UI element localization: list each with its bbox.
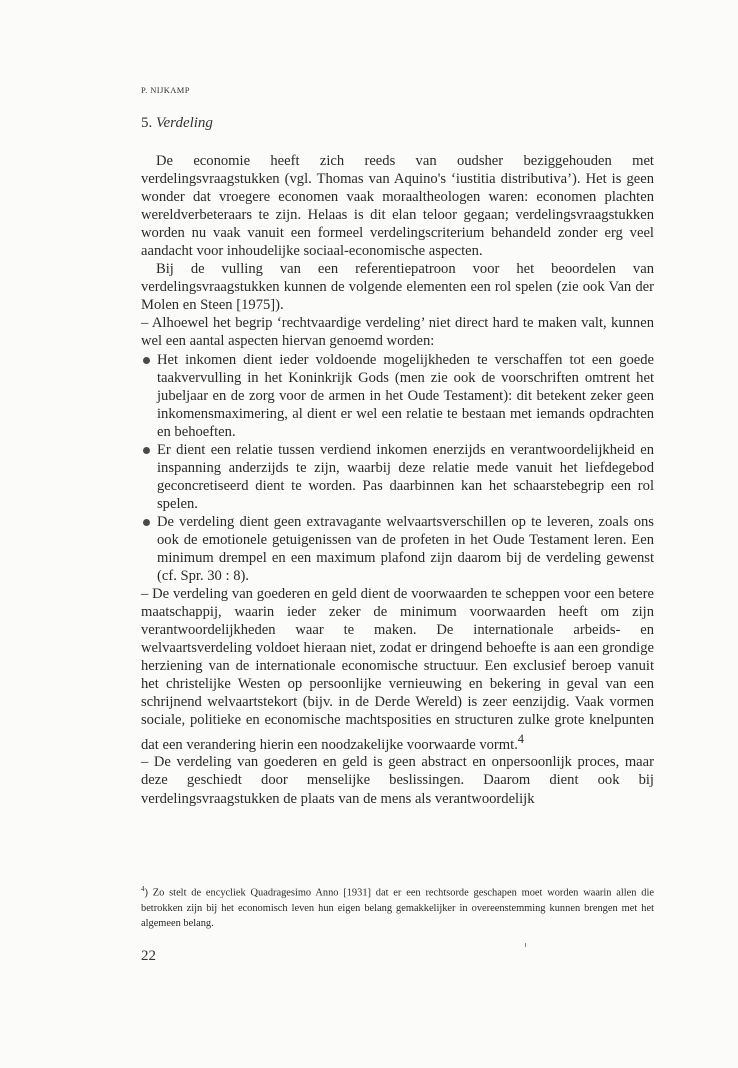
bullet-item [141,513,654,585]
bullet-text: Er dient een relatie tussen verdiend inkomen enerzijds en verantwoordelijkheid en inspanning anderzijds te zijn, waarbij deze relatie mede vanuit het liefdegebod geconcretiseerd dient te worden. Pas daarbinnen kan het schaarstebegrip een rol spelen. [157,441,654,512]
bullet-item [141,441,654,513]
body-text [141,152,654,808]
bullet-text: Het inkomen dient ieder voldoende mogelijkheden te verschaffen tot een goede taakvervulling in het Koninkrijk Gods (men zie ook de voorschriften omtrent het jubeljaar en de zorg voor de armen in het Oude Testament): dit betekent zeker geen inkomensmaximering, al dient er wel een relatie te bestaan met iemands opdrachten en behoeften. [157,351,654,440]
section-title-text: Verdeling [156,115,213,131]
paragraph: – De verdeling van goederen en geld is geen abstract en onpersoonlijk proces, maar deze geschiedt door menselijke beslissingen. Daarom dient ook bij verdelingsvraagstukken de plaats van de mens als verantwoordelijk [141,754,654,807]
bullet-icon [143,357,150,364]
footnote-marker: 4 [141,885,145,893]
paragraph: Bij de vulling van een referentiepatroon voor het beoordelen van verdelingsvraagstukken kunnen de volgende elementen een rol spelen (zie ook Van der Molen en Steen [1975]). [141,261,654,314]
paragraph: De economie heeft zich reeds van oudsher beziggehouden met verdelingsvraagstukken (vgl. Thomas van Aquino's ‘iustitia distributiva’). Het is geen wonder dat vroegere economen vaak moraaltheologen waren: economen plachten wereldverbeteraars te zijn. Helaas is dit elan teloor gegaan; verdelingsvraagstukken worden nu vaak vanuit een formeel verdelingscriterium behandeld zonder erg veel aandacht voor inhoudelijke sociaal-economische aspecten. [141,153,654,260]
bullet-icon [143,447,150,454]
scan-speck [525,943,526,947]
bullet-item [141,351,654,441]
bullet-icon [143,519,150,526]
section-number: 5. [141,115,153,131]
paragraph-text: – De verdeling van goederen en geld dient de voorwaarden te scheppen voor een betere maatschappij, waarin ieder zeker de minimum voorwaarden heeft om zijn verantwoordelijkheden waar te maken. De internationale arbeids- en welvaartsverdeling voldoet hieraan niet, zodat er dringend behoefte is aan een grondige herziening van de internationale economische structuur. Een exclusief beroep vanuit het christelijke Westen op persoonlijke vernieuwing en bekering in geval van een schrijnend welvaartstekort (bijv. in de Derde Wereld) is zeer eenzijdig. Vaak vormen sociale, politieke en economische machtsposities en structuren zulke grote knelpunten dat een verandering hierin een noodzakelijke voorwaarde vormt. [141,586,654,753]
section-title [141,115,213,132]
paragraph [141,585,654,753]
bullet-text: De verdeling dient geen extravagante welvaartsverschillen op te leveren, zoals ons ook de emotionele getuigenissen van de profeten in het Oude Testament leren. Een minimum drempel en een maximum plafond zijn daarom bij de verdeling gewenst (cf. Spr. 30 : 8). [157,513,654,585]
running-head: P. NIJKAMP [141,85,190,95]
page-number: 22 [141,948,156,964]
footnote: $^4$) Zo stelt de encycliek Quadragesimo Anno [1931] dat er een rechtsorde geschapen moet worden waarin allen die betrokken zijn bij het economisch leven hun eigen belang gemakkelijker in overeenstemming kunnen brengen met het algemeen belang. [141,885,654,930]
footnote-reference[interactable]: 4 [517,731,524,746]
footnote-text: Zo stelt de encycliek Quadragesimo Anno [1931] dat er een rechtsorde geschapen moet worden waarin allen die betrokken zijn bij het economisch leven hun eigen belang gemakkelijker in overeenstemming kunnen brengen met het algemeen belang. [141,887,654,930]
paragraph: – Alhoewel het begrip ‘rechtvaardige verdeling’ niet direct hard te maken valt, kunnen wel een aantal aspecten hiervan genoemd worden: [141,315,654,350]
